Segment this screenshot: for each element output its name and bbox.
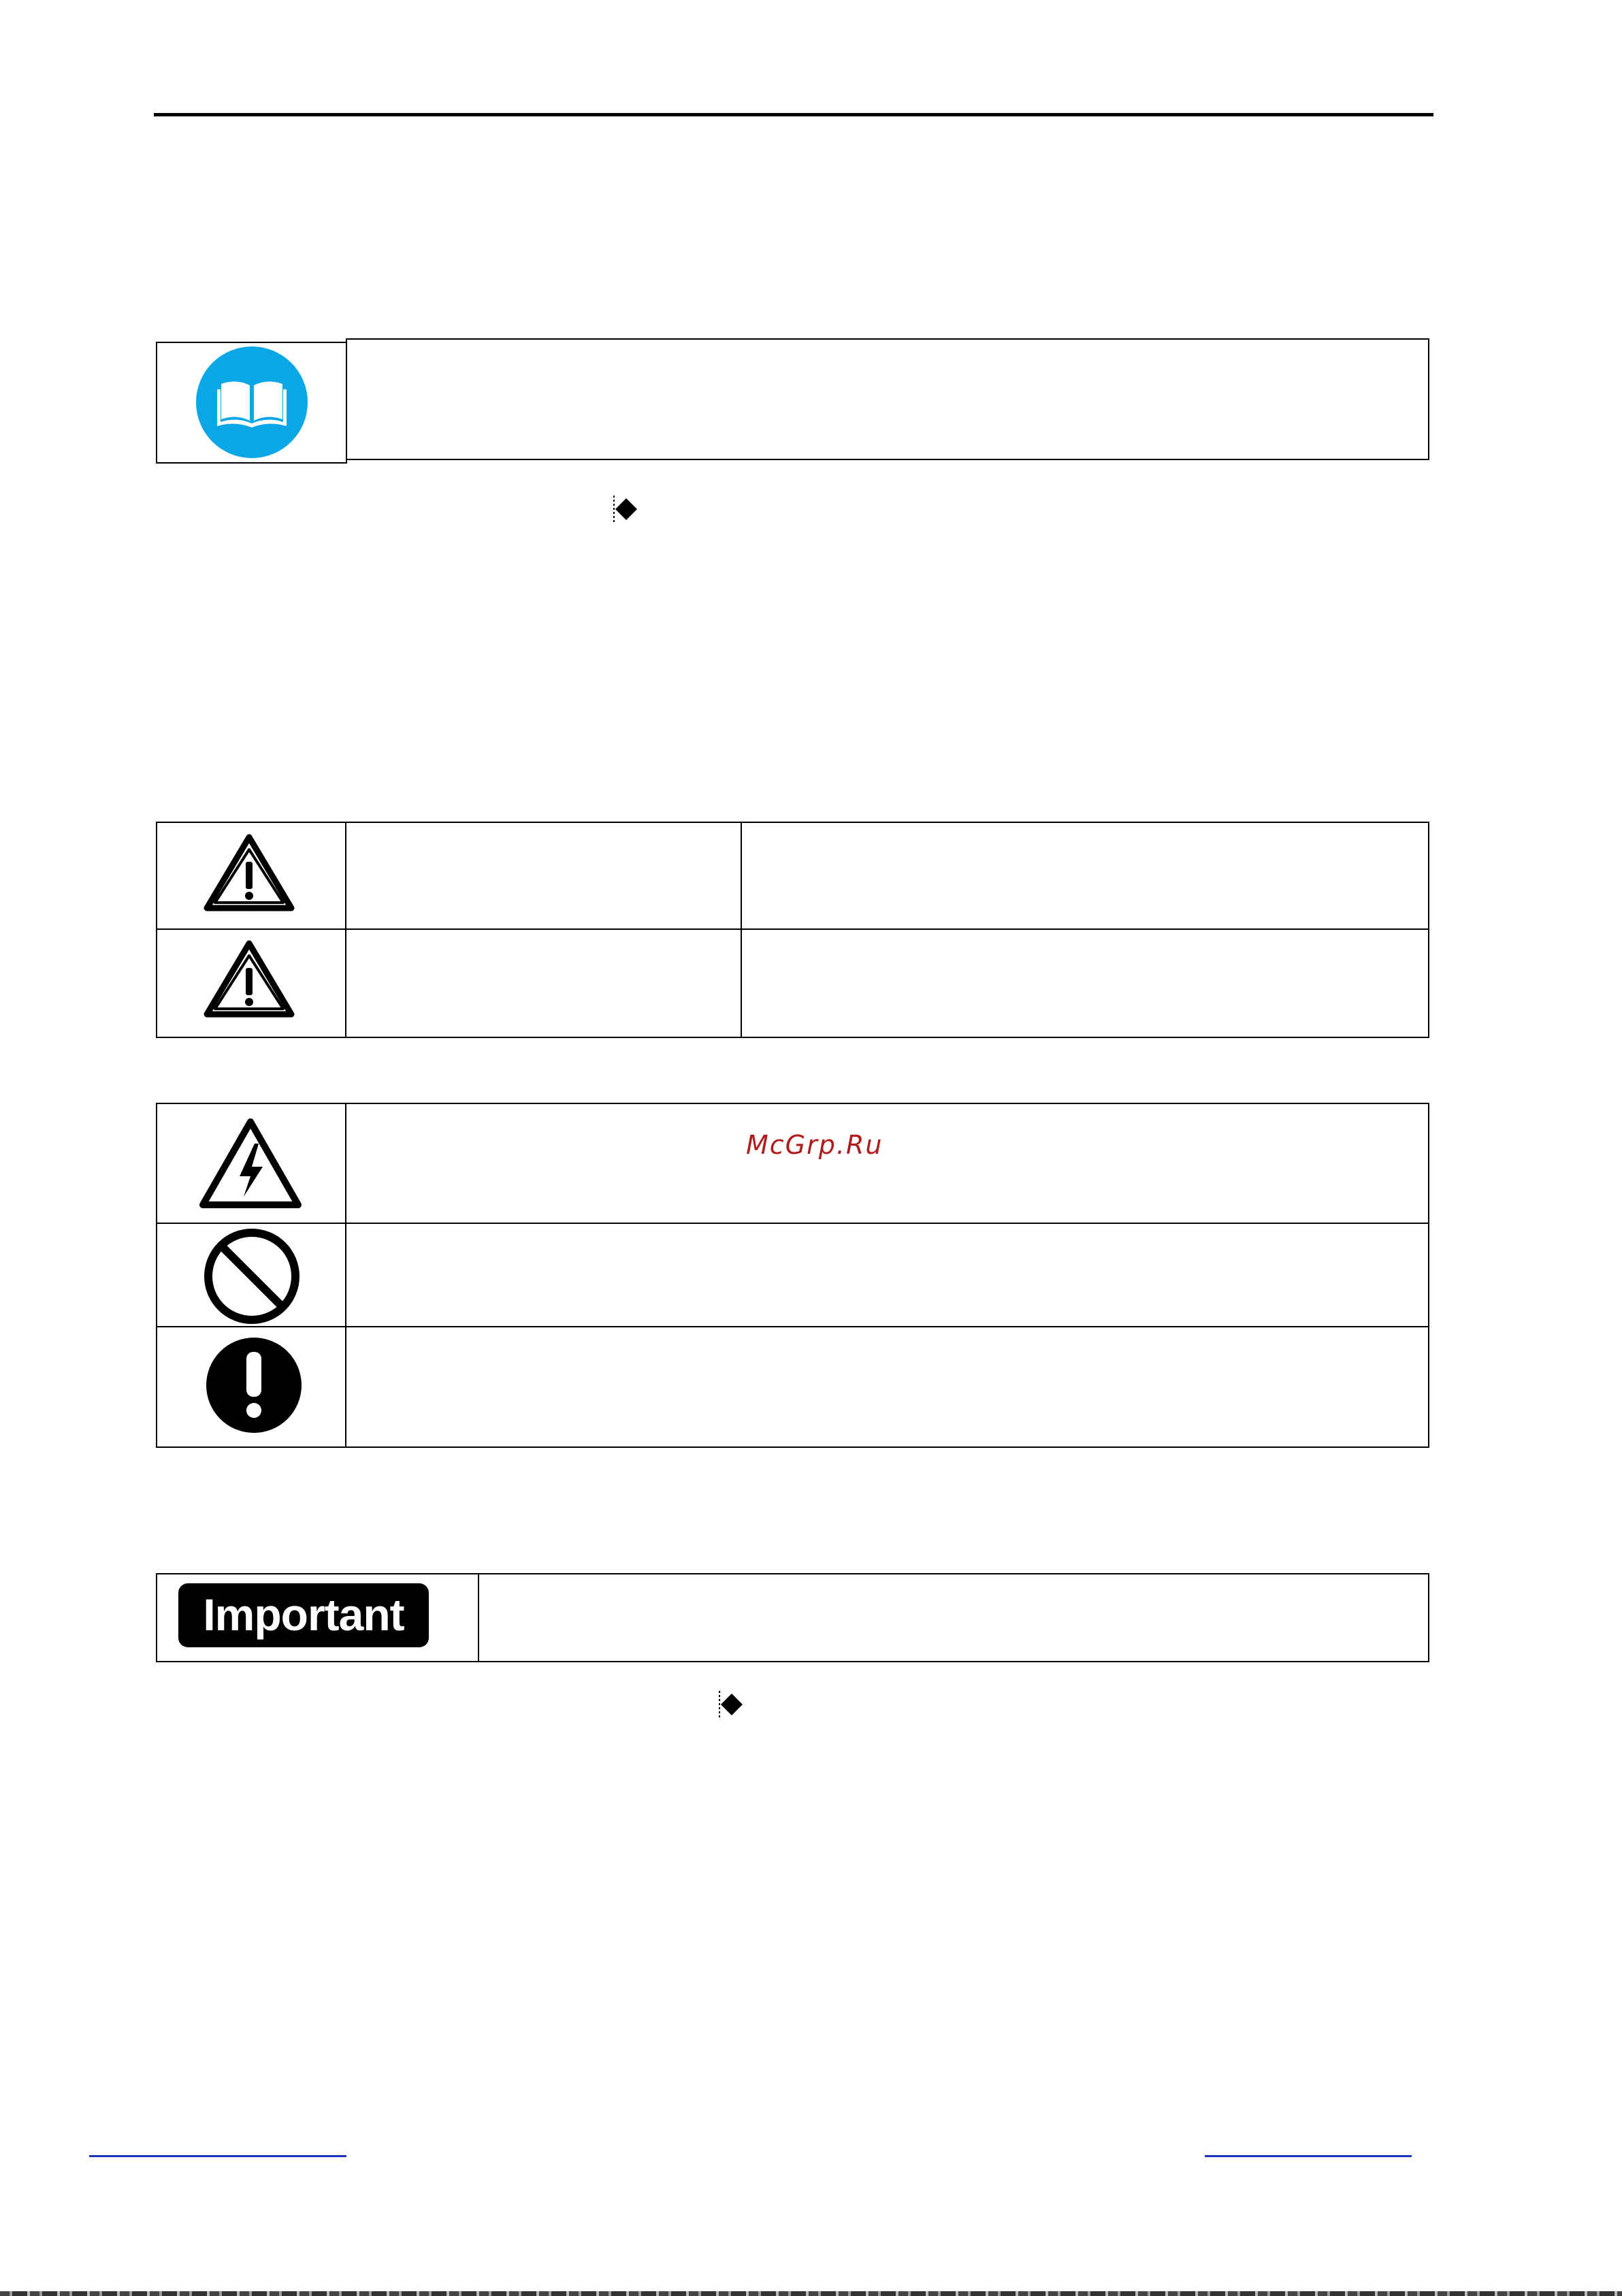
warning-triangle-icon bbox=[201, 938, 297, 1020]
bottom-edge-strip bbox=[0, 2291, 1622, 2296]
table-divider bbox=[156, 1326, 1429, 1327]
important-badge bbox=[178, 1583, 429, 1647]
watermark-text: McGrp.Ru bbox=[746, 1130, 883, 1160]
diamond-bullet-icon bbox=[611, 494, 641, 524]
footer-link-left[interactable] bbox=[89, 2155, 346, 2157]
open-book-icon bbox=[194, 344, 310, 460]
table-divider bbox=[156, 1223, 1429, 1224]
table-divider bbox=[741, 822, 742, 1038]
electric-shock-icon bbox=[196, 1116, 305, 1212]
warning-caution-table bbox=[156, 822, 1429, 1038]
table-divider bbox=[345, 1103, 346, 1448]
diamond-bullet-icon bbox=[717, 1689, 747, 1719]
warning-triangle-icon bbox=[201, 832, 297, 913]
header-rule bbox=[154, 113, 1433, 116]
table-divider bbox=[156, 928, 1429, 930]
exclamation-circle-icon bbox=[203, 1334, 305, 1436]
prohibition-icon bbox=[201, 1225, 303, 1327]
footer-link-right[interactable] bbox=[1205, 2155, 1412, 2157]
table-divider bbox=[345, 822, 346, 1038]
manual-text-cell bbox=[346, 338, 1429, 460]
table-divider bbox=[478, 1573, 479, 1662]
important-badge-label: Important bbox=[203, 1589, 404, 1640]
manual-icon-cell bbox=[156, 342, 347, 464]
